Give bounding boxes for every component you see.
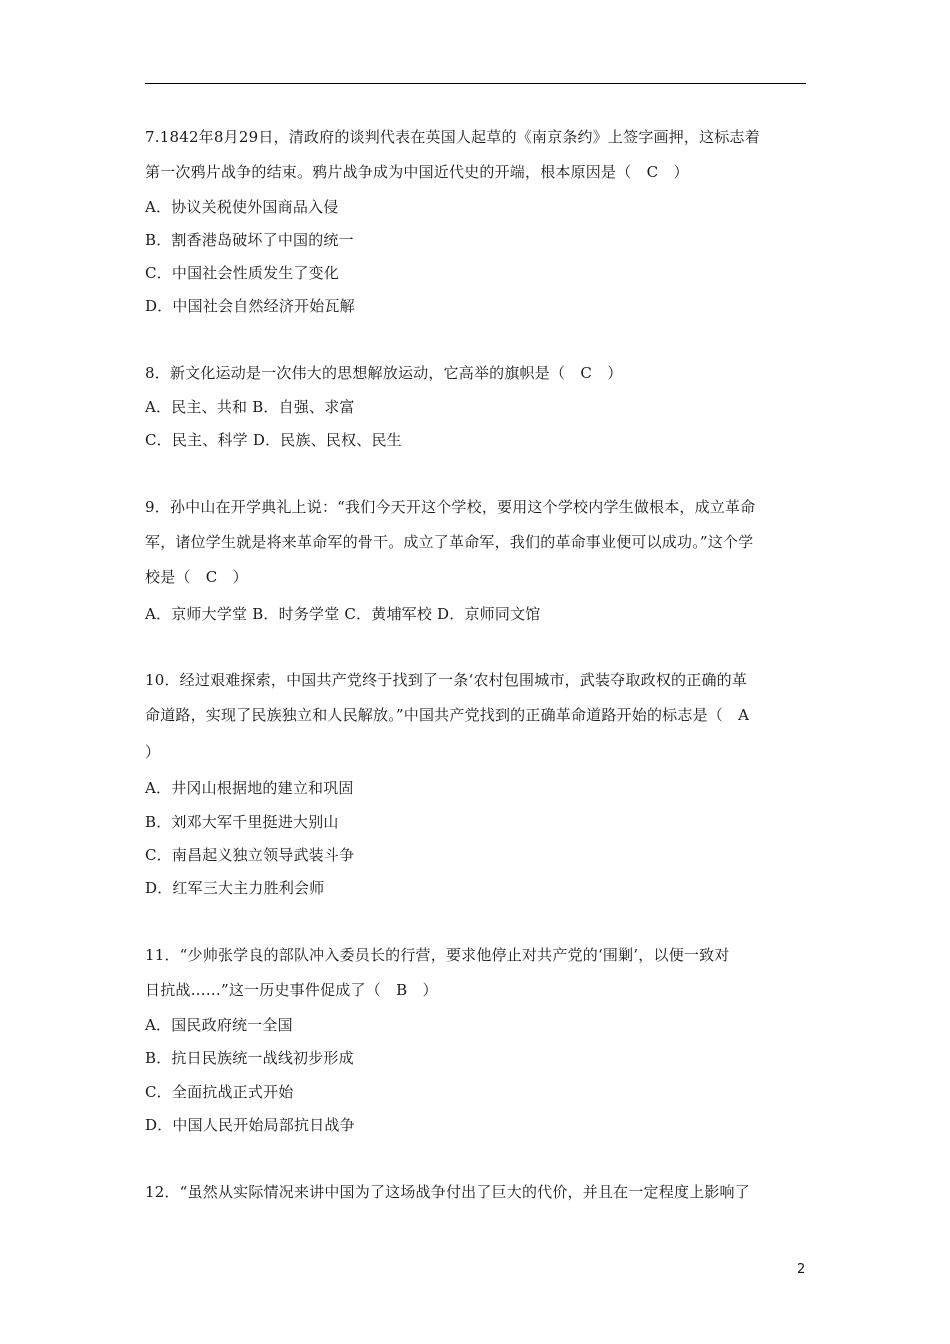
question-10-stem-line-3: ） [145,743,161,761]
question-8-stem-line-1: 8．新文化运动是一次伟大的思想解放运动，它高举的旗帜是（ C ） [145,364,623,382]
question-9-options-line-1: A．京师大学堂 B．时务学堂 C．黄埔军校 D．京师同文馆 [145,605,541,623]
question-11-stem-line-2: 日抗战……”这一历史事件促成了（ B ） [145,981,438,999]
question-10-stem-line-2: 命道路，实现了民族独立和人民解放。”中国共产党找到的正确革命道路开始的标志是（ A [145,706,750,724]
question-12-stem-line-1: 12．“虽然从实际情况来讲中国为了这场战争付出了巨大的代价，并且在一定程度上影响了 [145,1183,750,1201]
question-10-stem-line-1: 10．经过艰难探索，中国共产党终于找到了一条‘农村包围城市，武装夺取政权的正确的革 [145,671,748,689]
question-10-option-b: B．刘邓大军千里挺进大别山 [145,813,339,831]
question-11-option-d: D．中国人民开始局部抗日战争 [145,1116,355,1134]
page-number: 2 [797,1262,806,1277]
question-11-stem-line-1: 11．“少帅张学良的部队冲入委员长的行营，要求他停止对共产党的‘围剿’，以便一致对 [145,946,730,964]
header-rule [145,83,806,84]
question-10-option-a: A．井冈山根据地的建立和巩固 [145,779,354,797]
question-9-stem-line-1: 9．孙中山在开学典礼上说：“我们今天开这个学校，要用这个学校内学生做根本，成立革命 [145,498,756,516]
question-7-stem-line-1: 7.1842年8月29日，清政府的谈判代表在英国人起草的《南京条约》上签字画押，这标志着 [145,128,760,146]
question-9-stem-line-3: 校是（ C ） [145,568,248,586]
question-9-stem-line-2: 军，诸位学生就是将来革命军的骨干。成立了革命军，我们的革命事业便可以成功。”这个学 [145,533,754,551]
question-8-options-line-2: C．民主、科学 D．民族、民权、民生 [145,431,402,449]
question-10-option-c: C．南昌起义独立领导武装斗争 [145,846,355,864]
question-10-option-d: D．红军三大主力胜利会师 [145,879,325,897]
question-11-option-b: B．抗日民族统一战线初步形成 [145,1049,354,1067]
question-7-option-b: B．割香港岛破坏了中国的统一 [145,231,354,249]
question-7-option-c: C．中国社会性质发生了变化 [145,264,340,282]
question-11-option-a: A．国民政府统一全国 [145,1016,293,1034]
question-11-option-c: C．全面抗战正式开始 [145,1083,294,1101]
question-8-options-line-1: A．民主、共和 B．自强、求富 [145,398,355,416]
question-7-option-d: D．中国社会自然经济开始瓦解 [145,297,355,315]
question-7-option-a: A．协议关税使外国商品入侵 [145,198,339,216]
question-7-stem-line-2: 第一次鸦片战争的结束。鸦片战争成为中国近代史的开端，根本原因是（ C ） [145,163,689,181]
